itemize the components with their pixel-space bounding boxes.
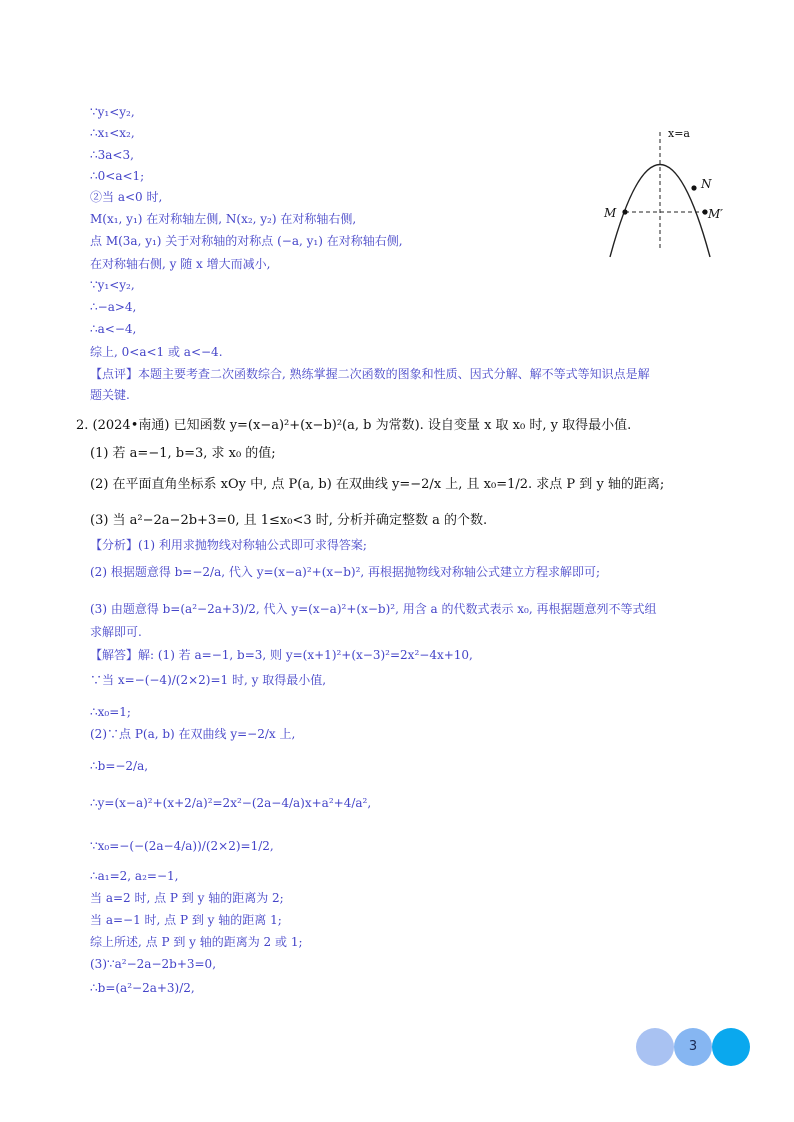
solution-line: ∵y₁<y₂, <box>90 105 135 119</box>
point-m <box>622 209 627 214</box>
answer-tag: 【解答】 <box>90 648 139 662</box>
solution-line: ∴3a<3, <box>90 148 134 162</box>
parabola-figure <box>600 122 740 262</box>
label-n: N <box>701 177 712 191</box>
analysis-line: (2) 根据题意得 b=−2/a, 代入 y=(x−a)²+(x−b)², 再根据抛物线对称轴公式建立方程求解即可; <box>90 565 601 579</box>
answer-line: (3)∵a²−2a−2b+3=0, <box>90 957 217 971</box>
label-m: M <box>604 206 617 220</box>
problem-q2: (2) 在平面直角坐标系 xOy 中, 点 P(a, b) 在双曲线 y=−2/x 上, 且 x₀=1/2. 求点 P 到 y 轴的距离; <box>90 477 665 492</box>
comment-line-2: 题关键. <box>90 388 130 402</box>
solution-line: ∴0<a<1; <box>90 169 145 183</box>
answer-line: ∴b=(a²−2a+3)/2, <box>90 981 195 995</box>
axis-label: x=a <box>668 127 690 140</box>
page-dot-right <box>712 1028 750 1066</box>
answer-line: ∴x₀=1; <box>90 705 131 719</box>
answer-line: ∴b=−2/a, <box>90 759 149 773</box>
answer-line: ∴y=(x−a)²+(x+2/a)²=2x²−(2a−4/a)x+a²+4/a², <box>90 796 372 810</box>
comment-line <box>90 366 650 382</box>
answer-line: (2)∵点 P(a, b) 在双曲线 y=−2/x 上, <box>90 727 296 741</box>
solution-line: ∴−a>4, <box>90 300 137 314</box>
point-mprime <box>702 209 707 214</box>
solution-line: ∵y₁<y₂, <box>90 278 135 292</box>
analysis-text: (1) 利用求抛物线对称轴公式即可求得答案; <box>138 538 367 552</box>
analysis-line: 求解即可. <box>90 625 142 639</box>
problem-q3: (3) 当 a²−2a−2b+3=0, 且 1≤x₀<3 时, 分析并确定整数 a 的个数. <box>90 513 488 528</box>
answer-line: 综上所述, 点 P 到 y 轴的距离为 2 或 1; <box>90 935 303 949</box>
solution-line: 点 M(3a, y₁) 关于对称轴的对称点 (−a, y₁) 在对称轴右侧, <box>90 234 403 248</box>
page-indicator <box>636 1028 754 1066</box>
page-dot-left <box>636 1028 674 1066</box>
answer-line: 当 a=−1 时, 点 P 到 y 轴的距离 1; <box>90 913 282 927</box>
page-number: 3 <box>688 1039 698 1054</box>
answer-line: 当 a=2 时, 点 P 到 y 轴的距离为 2; <box>90 891 284 905</box>
answer-line: ∵当 x=−(−4)/(2×2)=1 时, y 取得最小值, <box>90 673 327 687</box>
comment-text: 本题主要考查二次函数综合, 熟练掌握二次函数的图象和性质、因式分解、解不等式等知识点是解 <box>138 367 650 381</box>
point-n <box>691 185 696 190</box>
answer-text: 解: (1) 若 a=−1, b=3, 则 y=(x+1)²+(x−3)²=2x²−4x+10, <box>138 648 473 662</box>
problem-stem: 2. (2024•南通) 已知函数 y=(x−a)²+(x−b)²(a, b 为常数). 设自变量 x 取 x₀ 时, y 取得最小值. <box>76 418 632 433</box>
solution-line: ②当 a<0 时, <box>90 190 163 204</box>
answer-line <box>90 647 473 663</box>
analysis-line: (3) 由题意得 b=(a²−2a+3)/2, 代入 y=(x−a)²+(x−b)², 用含 a 的代数式表示 x₀, 再根据题意列不等式组 <box>90 602 657 616</box>
solution-line: ∴a<−4, <box>90 322 137 336</box>
solution-line: ∴x₁<x₂, <box>90 126 135 140</box>
answer-line: ∴a₁=2, a₂=−1, <box>90 869 179 883</box>
label-mprime: M′ <box>708 207 724 221</box>
problem-q1: (1) 若 a=−1, b=3, 求 x₀ 的值; <box>90 446 276 461</box>
solution-line: 在对称轴右侧, y 随 x 增大而减小, <box>90 257 271 271</box>
analysis-line <box>90 537 367 553</box>
comment-tag: 【点评】 <box>90 367 139 381</box>
solution-line: M(x₁, y₁) 在对称轴左侧, N(x₂, y₂) 在对称轴右侧, <box>90 212 357 226</box>
analysis-tag: 【分析】 <box>90 538 139 552</box>
solution-line: 综上, 0<a<1 或 a<−4. <box>90 345 223 359</box>
answer-line: ∵x₀=−(−(2a−4/a))/(2×2)=1/2, <box>90 839 274 853</box>
